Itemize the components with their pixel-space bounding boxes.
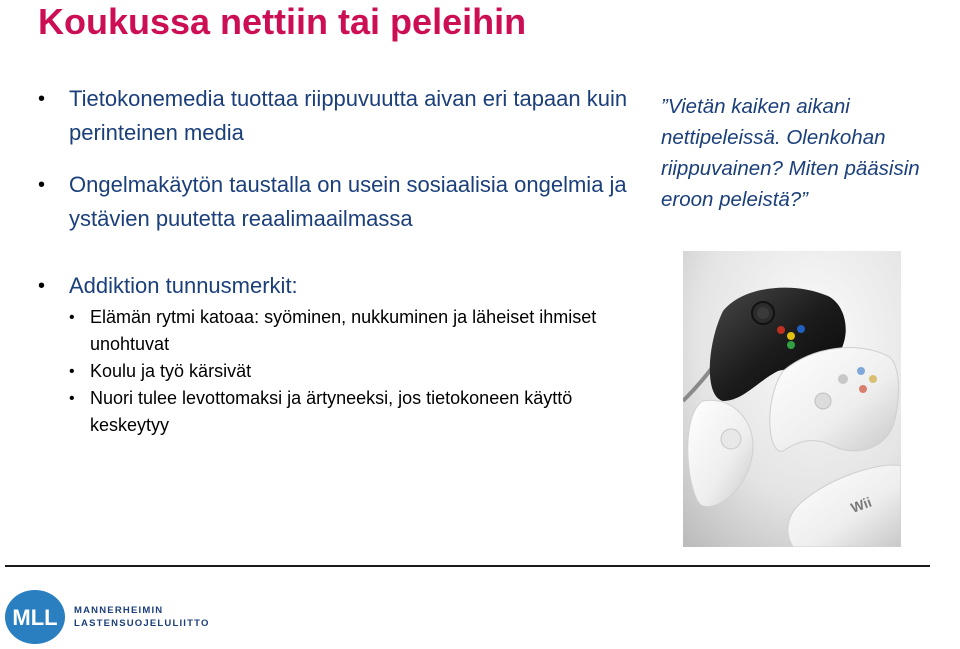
mll-logo-text (74, 604, 210, 630)
bullet-text: Tietokonemedia tuottaa riippuvuutta aivan eri tapaan kuin perinteinen media (69, 86, 628, 145)
slide-title: Koukussa nettiin tai peleihin (38, 1, 527, 42)
bullet-item (38, 82, 638, 150)
sub-bullet-text: Koulu ja työ kärsivät (90, 361, 252, 381)
bullet-item (38, 168, 638, 236)
mll-logo-letters: MLL (12, 605, 58, 630)
bullet-text: Addiktion tunnusmerkit: (69, 273, 298, 298)
bullet-text: Ongelmakäytön taustalla on usein sosiaalisia ongelmia ja ystävien puutetta reaalimaailmassa (69, 172, 627, 231)
quote-text: ”Vietän kaiken aikani nettipeleissä. Olenkohan riippuvainen? Miten pääsisin eroon peleistä?” (661, 95, 920, 211)
sub-bullet-text: Elämän rytmi katoaa: syöminen, nukkuminen ja läheiset ihmiset unohtuvat (90, 307, 597, 354)
logo-line-2: LASTENSUOJELULIITTO (74, 618, 210, 629)
sub-bullet-item (69, 385, 638, 439)
sub-bullet-text: Nuori tulee levottomaksi ja ärtyneeksi, jos tietokoneen käyttö keskeytyy (90, 388, 573, 435)
sub-bullet-list (69, 304, 638, 439)
bullet-list (38, 82, 638, 439)
mll-logo (4, 589, 210, 645)
sub-bullet-item (69, 304, 638, 358)
game-controllers-photo (683, 251, 901, 547)
sub-bullet-item (69, 358, 638, 385)
wii-logo-text: Wii (848, 493, 874, 516)
bullet-item-addiction (38, 269, 638, 439)
footer-divider (5, 565, 930, 567)
mll-logo-mark (4, 589, 66, 645)
logo-line-1: MANNERHEIMIN (74, 605, 164, 616)
